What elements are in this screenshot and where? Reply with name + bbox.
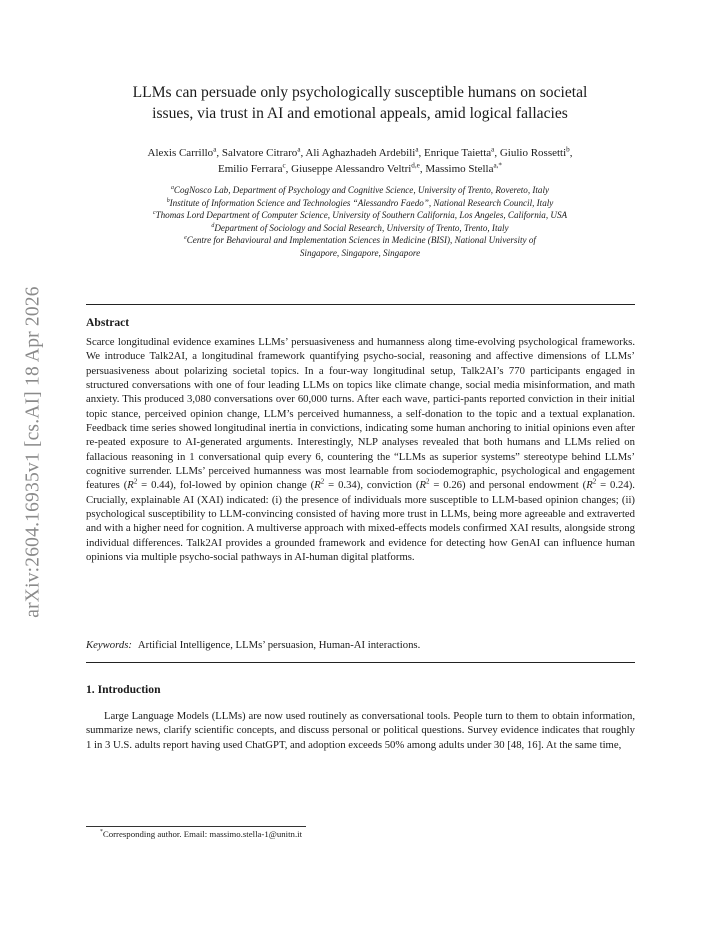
keywords-line	[86, 638, 635, 652]
introduction-heading: 1. Introduction	[86, 683, 161, 696]
title-line-2: issues, via trust in AI and emotional appeals, amid logical fallacies	[152, 105, 568, 122]
affiliation-c: $^c$Thomas Lord Department of Computer Science, University of Southern California, Los Angeles, California, USA	[152, 210, 568, 221]
affiliation-d: $^d$Department of Sociology and Social Research, University of Trento, Trento, Italy	[211, 222, 509, 233]
abstract-body: Scarce longitudinal evidence examines LLMs’ persuasiveness and humanness along time-evolving psychological frameworks. We introduce Talk2AI, a longitudinal framework quantifying psycho-social, reasoning and affective dimensions of LLMs’ persuasiveness about polarizing societal topics. In a four-way longitudinal setup, Talk2AI’s 770 participants engaged in structured conversations with one of four leading LLMs on topics like climate change, social media misinformation, and math anxiety. This produced 3,080 conversations over 60,000 turns. After each wave, partici-pants reported conviction in their initial topic stance, perceived opinion change, LLM’s perceived humanness, a self-donation to the topic and a textual explanation. Feedback time series showed longitudinal inertia in convictions, indicating some human anchoring to initial opinions even after re-peated exposure to AI-generated arguments. Interestingly, NLP analyses revealed that both humans and LLMs relied on fallacious reasoning in 1 conversational quip every 6, countering the “LLMs as superior systems” stereotype behind LLMs’ cognitive surrender. LLMs’ perceived humanness was most learnable from sociodemographic, psychological and engagement features $(R^2 = 0.44)$, fol-lowed by opinion change $(R^2 = 0.34)$, conviction $(R^2 = 0.26)$ and personal endowment $(R^2 = 0.24)$. Crucially, explainable AI (XAI) indicated: (i) the presence of individuals more susceptible to LLM-based opinion changes; (ii) psychological susceptibility to LLM-convincing consisted of having more trust in LLMs, being more agreeable and extraverted and with a higher need for cognition. A multiverse approach with mixed-effects models confirmed XAI results, alongside strong individual differences. Talk2AI provides a grounded framework and evidence for detecting how GenAI can influence human opinions via multiple psycho-social pathways in AI-human digital platforms.	[86, 336, 635, 564]
keywords-label: Keywords:	[86, 639, 132, 651]
introduction-paragraph: Large Language Models (LLMs) are now used routinely as conversational tools. People turn to them to obtain information, summarize news, clarify scientific concepts, and discuss personal or political questions. Survey evidence indicates that roughly 1 in 3 U.S. adults report having used ChatGPT, and adoption exceeds 50% among adults under 30 [48, 16]. At the same time,	[86, 710, 635, 751]
affiliation-e: $^e$Centre for Behavioural and Implementation Sciences in Medicine (BISI), National University of	[184, 235, 536, 246]
abstract-top-rule	[86, 304, 635, 305]
corresponding-author-footnote: *Corresponding author. Email: massimo.stella-1@unitn.it	[100, 829, 303, 839]
paper-title	[86, 82, 634, 124]
affiliation-list	[80, 184, 640, 260]
footnote-rule	[86, 826, 306, 827]
author-list	[80, 145, 640, 177]
authors-line-1: Alexis Carrillo$^a$, Salvatore Citraro$^a$, Ali Aghazhadeh Ardebili$^a$, Enrique Taietta$^a$, Giulio Rossetti$^b$,	[147, 145, 573, 159]
affiliation-a: $^a$CogNosco Lab, Department of Psychology and Cognitive Science, University of Trento, Rovereto, Italy	[170, 184, 550, 195]
authors-line-2: Emilio Ferrara$^c$, Giuseppe Alessandro Veltri$^{d,e}$, Massimo Stella$^{a,*}$	[218, 161, 502, 175]
arxiv-identifier: arXiv:2604.16935v1 [cs.AI] 18 Apr 2026	[23, 286, 45, 618]
affiliation-b: $^b$Institute of Information Science and Technologies “Alessandro Faedo”, National Research Council, Italy	[166, 197, 554, 208]
keywords-value: Artificial Intelligence, LLMs’ persuasion, Human-AI interactions.	[137, 639, 421, 651]
abstract-bottom-rule	[86, 662, 635, 663]
affiliation-e-continued: Singapore, Singapore, Singapore	[299, 247, 421, 258]
title-line-1: LLMs can persuade only psychologically susceptible humans on societal	[132, 84, 588, 101]
abstract-heading: Abstract	[86, 316, 130, 329]
arxiv-sidebar-stamp	[20, 262, 48, 642]
